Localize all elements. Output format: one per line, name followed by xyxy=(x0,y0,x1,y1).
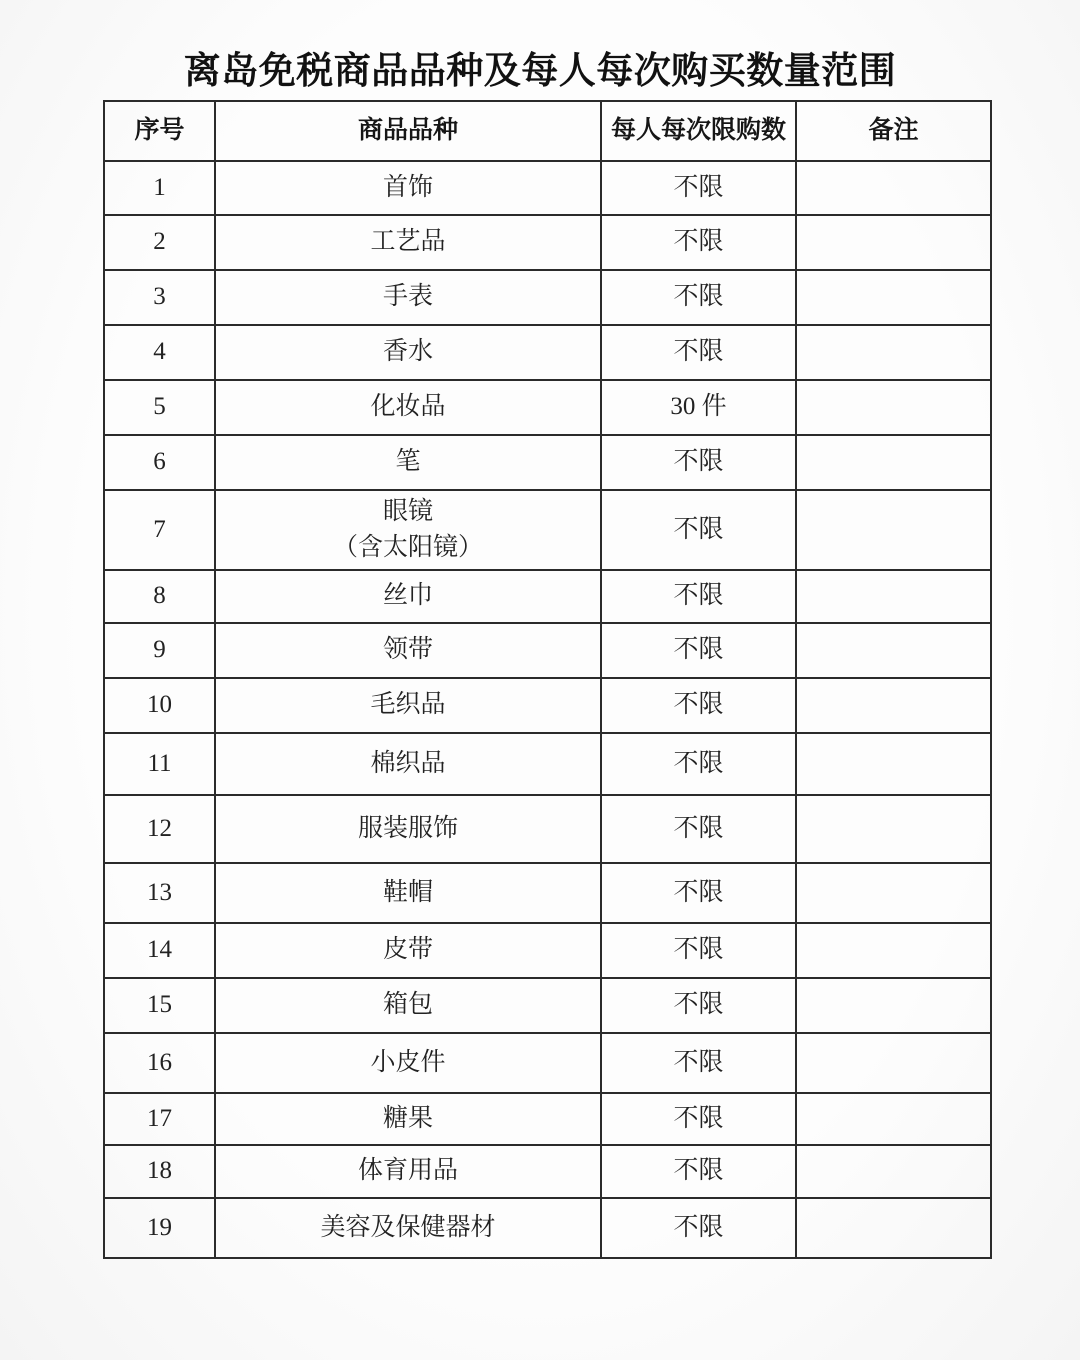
remark-cell xyxy=(796,380,991,435)
table-row xyxy=(104,270,991,325)
product-cell: 手表 xyxy=(215,270,601,325)
header-product-type: 商品品种 xyxy=(215,101,601,161)
table-row xyxy=(104,678,991,733)
table-row xyxy=(104,1093,991,1145)
row-number-cell: 11 xyxy=(104,733,215,795)
table-row xyxy=(104,733,991,795)
product-cell: 糖果 xyxy=(215,1093,601,1145)
product-cell: 毛织品 xyxy=(215,678,601,733)
remark-cell xyxy=(796,490,991,570)
remark-cell xyxy=(796,923,991,978)
product-cell: 笔 xyxy=(215,435,601,490)
limit-cell: 不限 xyxy=(601,325,796,380)
remark-cell xyxy=(796,1093,991,1145)
row-number-cell: 14 xyxy=(104,923,215,978)
limit-cell: 不限 xyxy=(601,570,796,623)
product-cell: 服装服饰 xyxy=(215,795,601,863)
header-remarks: 备注 xyxy=(796,101,991,161)
row-number-cell: 1 xyxy=(104,161,215,215)
row-number-cell: 6 xyxy=(104,435,215,490)
remark-cell xyxy=(796,733,991,795)
limit-cell: 不限 xyxy=(601,1033,796,1093)
limit-cell: 不限 xyxy=(601,270,796,325)
table-header-row xyxy=(104,101,991,161)
header-purchase-limit: 每人每次限购数 xyxy=(601,101,796,161)
row-number-cell: 19 xyxy=(104,1198,215,1258)
product-cell: 鞋帽 xyxy=(215,863,601,923)
product-cell: 小皮件 xyxy=(215,1033,601,1093)
table-row xyxy=(104,435,991,490)
product-cell: 眼镜 （含太阳镜） xyxy=(215,490,601,570)
product-cell: 工艺品 xyxy=(215,215,601,270)
product-cell: 美容及保健器材 xyxy=(215,1198,601,1258)
table-row xyxy=(104,161,991,215)
row-number-cell: 18 xyxy=(104,1145,215,1198)
limit-cell: 30 件 xyxy=(601,380,796,435)
row-number-cell: 15 xyxy=(104,978,215,1033)
header-serial-number: 序号 xyxy=(104,101,215,161)
remark-cell xyxy=(796,325,991,380)
product-cell: 体育用品 xyxy=(215,1145,601,1198)
remark-cell xyxy=(796,435,991,490)
remark-cell xyxy=(796,1033,991,1093)
table-row xyxy=(104,863,991,923)
row-number-cell: 4 xyxy=(104,325,215,380)
limit-cell: 不限 xyxy=(601,678,796,733)
limit-cell: 不限 xyxy=(601,923,796,978)
remark-cell xyxy=(796,678,991,733)
remark-cell xyxy=(796,270,991,325)
product-cell: 首饰 xyxy=(215,161,601,215)
table-row xyxy=(104,923,991,978)
remark-cell xyxy=(796,161,991,215)
remark-cell xyxy=(796,1145,991,1198)
remark-cell xyxy=(796,863,991,923)
row-number-cell: 2 xyxy=(104,215,215,270)
table-header xyxy=(104,101,991,161)
row-number-cell: 9 xyxy=(104,623,215,678)
table-row xyxy=(104,795,991,863)
goods-table xyxy=(103,100,992,1259)
product-cell: 领带 xyxy=(215,623,601,678)
table-body xyxy=(104,161,991,1258)
table-row xyxy=(104,215,991,270)
row-number-cell: 13 xyxy=(104,863,215,923)
product-cell: 棉织品 xyxy=(215,733,601,795)
product-cell: 化妆品 xyxy=(215,380,601,435)
limit-cell: 不限 xyxy=(601,795,796,863)
table-row xyxy=(104,570,991,623)
product-cell: 皮带 xyxy=(215,923,601,978)
row-number-cell: 7 xyxy=(104,490,215,570)
product-cell: 丝巾 xyxy=(215,570,601,623)
remark-cell xyxy=(796,978,991,1033)
row-number-cell: 16 xyxy=(104,1033,215,1093)
limit-cell: 不限 xyxy=(601,435,796,490)
table-row xyxy=(104,1033,991,1093)
remark-cell xyxy=(796,1198,991,1258)
limit-cell: 不限 xyxy=(601,733,796,795)
limit-cell: 不限 xyxy=(601,623,796,678)
page-title: 离岛免税商品品种及每人每次购买数量范围 xyxy=(183,51,897,92)
row-number-cell: 3 xyxy=(104,270,215,325)
table-row xyxy=(104,978,991,1033)
row-number-cell: 17 xyxy=(104,1093,215,1145)
remark-cell xyxy=(796,795,991,863)
limit-cell: 不限 xyxy=(601,215,796,270)
row-number-cell: 8 xyxy=(104,570,215,623)
row-number-cell: 12 xyxy=(104,795,215,863)
row-number-cell: 5 xyxy=(104,380,215,435)
table-row xyxy=(104,325,991,380)
limit-cell: 不限 xyxy=(601,490,796,570)
product-cell: 箱包 xyxy=(215,978,601,1033)
product-cell: 香水 xyxy=(215,325,601,380)
limit-cell: 不限 xyxy=(601,161,796,215)
row-number-cell: 10 xyxy=(104,678,215,733)
table-row xyxy=(104,380,991,435)
limit-cell: 不限 xyxy=(601,1145,796,1198)
table-row xyxy=(104,490,991,570)
table-row xyxy=(104,1198,991,1258)
limit-cell: 不限 xyxy=(601,1198,796,1258)
limit-cell: 不限 xyxy=(601,1093,796,1145)
remark-cell xyxy=(796,570,991,623)
limit-cell: 不限 xyxy=(601,978,796,1033)
remark-cell xyxy=(796,215,991,270)
remark-cell xyxy=(796,623,991,678)
limit-cell: 不限 xyxy=(601,863,796,923)
table-row xyxy=(104,1145,991,1198)
table-row xyxy=(104,623,991,678)
